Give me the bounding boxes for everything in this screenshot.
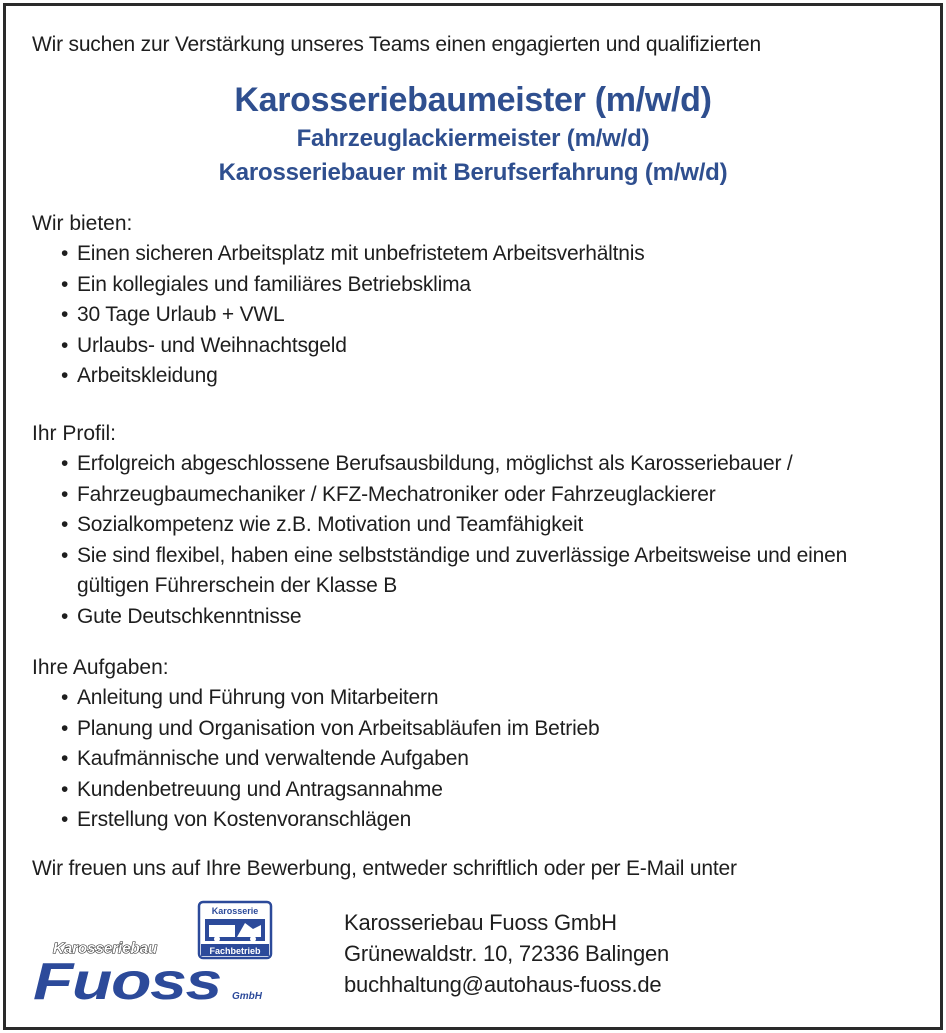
- third-job-title: Karosseriebauer mit Berufserfahrung (m/w/d): [218, 159, 728, 186]
- offer-list: [32, 239, 645, 392]
- list-item: • Arbeitskleidung: [61, 364, 218, 388]
- list-item: • Urlaubs- und Weihnachtsgeld: [61, 333, 347, 357]
- list-item: • Gute Deutschkenntnisse: [61, 604, 302, 628]
- logo-top-word: Karosseriebau: [53, 940, 158, 957]
- list-item: • Ein kollegiales und familiäres Betriebsklima: [61, 272, 471, 296]
- job-advertisement: [3, 3, 943, 1030]
- offer-section: [32, 208, 645, 392]
- job-titles: [6, 78, 940, 190]
- list-item: • Einen sicheren Arbeitsplatz mit unbefristetem Arbeitsverhältnis: [61, 242, 645, 265]
- intro-text: Wir suchen zur Verstärkung unseres Teams einen engagierten und qualifizierten: [32, 33, 761, 56]
- closing-text: Wir freuen uns auf Ihre Bewerbung, entweder schriftlich oder per E-Mail unter: [32, 857, 737, 880]
- svg-text:Fachbetrieb: Fachbetrieb: [209, 946, 261, 956]
- list-item: • Planung und Organisation von Arbeitsabläufen im Betrieb: [61, 716, 600, 740]
- logo-suffix: GmbH: [232, 991, 262, 1002]
- profile-list: [32, 449, 897, 633]
- list-item: • Erstellung von Kostenvoranschlägen: [61, 808, 412, 832]
- offer-heading: Wir bieten:: [32, 212, 133, 235]
- main-job-title: Karosseriebaumeister (m/w/d): [234, 81, 712, 119]
- fachbetrieb-badge-icon: [199, 902, 271, 958]
- list-item: • Kundenbetreuung und Antragsannahme: [61, 777, 443, 801]
- tasks-heading: Ihre Aufgaben:: [32, 656, 169, 679]
- second-job-title: Fahrzeuglackiermeister (m/w/d): [296, 125, 650, 152]
- company-name: Karosseriebau Fuoss GmbH: [344, 910, 617, 935]
- list-item: • Sozialkompetenz wie z.B. Motivation und Teamfähigkeit: [61, 513, 584, 537]
- list-item: • Kaufmännische und verwaltende Aufgaben: [61, 747, 469, 771]
- logo-wordmark: Fuoss: [33, 953, 222, 1011]
- company-logo: [31, 899, 276, 1011]
- tasks-list: [32, 683, 600, 836]
- list-item: • Fahrzeugbaumechaniker / KFZ-Mechatroniker oder Fahrzeuglackierer: [61, 482, 716, 506]
- company-contact: [344, 907, 669, 1000]
- list-item: • Sie sind flexibel, haben eine selbstständige und zuverlässige Arbeitsweise und einen gültigen Führerschein der Klasse B: [61, 543, 848, 598]
- tasks-section: [32, 652, 600, 836]
- list-item: • 30 Tage Urlaub + VWL: [61, 303, 285, 327]
- svg-text:Karosserie: Karosserie: [211, 906, 259, 916]
- list-item: • Anleitung und Führung von Mitarbeitern: [61, 686, 439, 709]
- profile-section: [32, 418, 897, 633]
- company-email-link[interactable]: buchhaltung@autohaus-fuoss.de: [344, 972, 662, 997]
- company-address: Grünewaldstr. 10, 72336 Balingen: [344, 941, 670, 966]
- profile-heading: Ihr Profil:: [32, 422, 117, 445]
- list-item: • Erfolgreich abgeschlossene Berufsausbildung, möglichst als Karosseriebauer /: [61, 452, 793, 475]
